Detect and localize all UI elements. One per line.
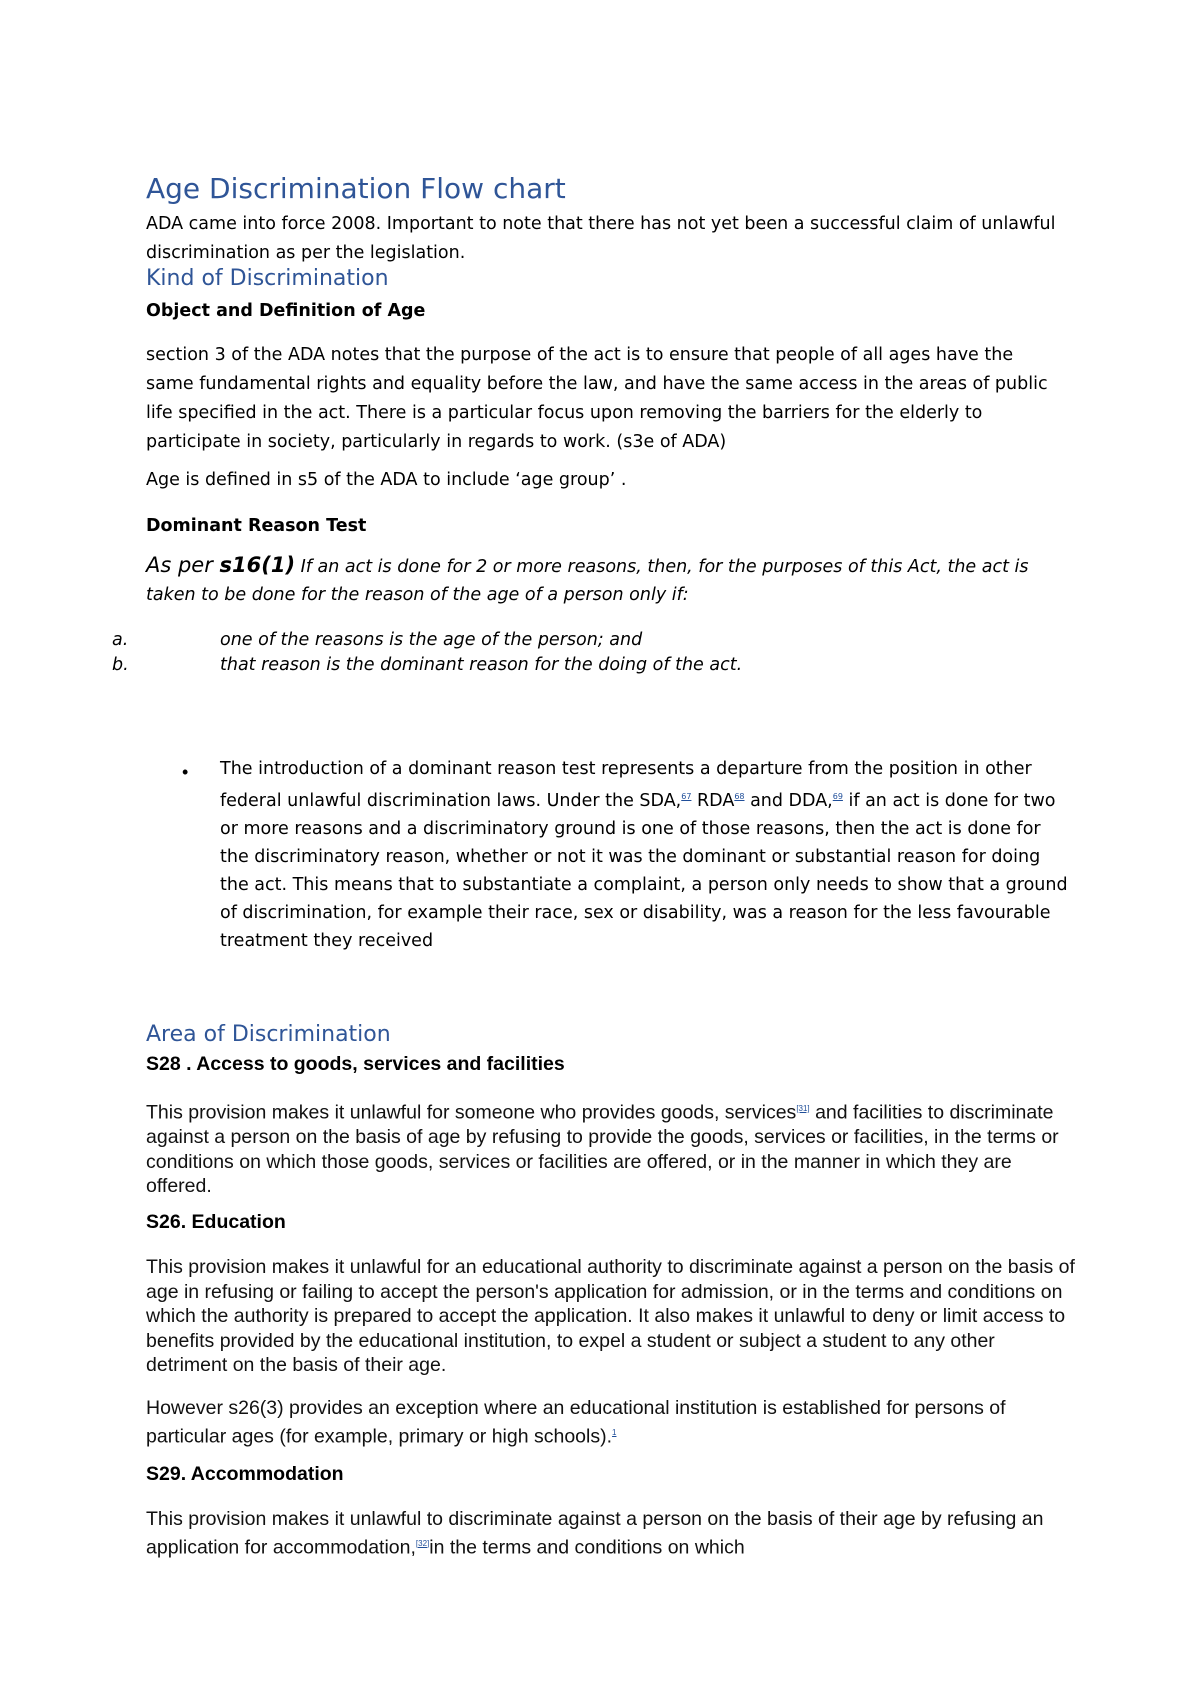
bullet-icon: •	[182, 762, 189, 782]
s26-paragraph: This provision makes it unlawful for an educational authority to discriminate against a person on the basis of age in refusing or failing to accept the person's application for admission, or in the terms and conditions on which the authority is prepared to accept the application. It also makes it unlawful to deny or limit access to benefits provided by the educational institution, to expel a student or subject a student to any other detriment on the basis of their age.	[146, 1256, 1075, 1376]
s16-text: If an act is done for 2 or more reasons, then, for the purposes of this Act, the act is taken to be done for the reason of the age of a person only if:	[146, 557, 1029, 605]
age-defined-paragraph: Age is defined in s5 of the ADA to include ‘age group’ .	[146, 470, 627, 490]
footnote-link[interactable]: 68	[734, 792, 745, 801]
bullet-text: The introduction of a dominant reason test represents a departure from the position in other federal unlawful discrimination laws. Under the SDA,$^{67}$ RDA$^{68}$ and DDA,$^{69}$ if an act is done for two or more reasons and a discriminatory ground is one of those reasons, then the act is done for the discriminatory reason, whether or not it was the dominant or substantial reason for doing the act. This means that to substantiate a complaint, a person only needs to show that a ground of discrimination, for example their race, sex or disability, was a reason for the less favourable treatment they received	[220, 759, 1068, 951]
list-text: that reason is the dominant reason for the doing of the act.	[220, 655, 743, 675]
list-text: one of the reasons is the age of the person; and	[220, 630, 643, 650]
section3-paragraph: section 3 of the ADA notes that the purpose of the act is to ensure that people of all ages have the same fundamental rights and equality before the law, and have the same access in the areas of public life specified in the act. There is a particular focus upon removing the barriers for the elderly to participate in society, particularly in regards to work. (s3e of ADA)	[146, 345, 1048, 452]
s16-citation: s16(1)	[219, 553, 296, 577]
area-of-discrimination-heading: Area of Discrimination	[146, 1022, 391, 1047]
s28-heading: S28 . Access to goods, services and facilities	[146, 1053, 565, 1075]
s16-lead: As per	[146, 553, 220, 577]
kind-of-discrimination-heading: Kind of Discrimination	[146, 266, 389, 291]
s29-heading: S29. Accommodation	[146, 1463, 344, 1485]
page-title: Age Discrimination Flow chart	[146, 172, 566, 205]
list-marker: b.	[112, 655, 129, 675]
s26-heading: S26. Education	[146, 1211, 286, 1233]
footnote-link[interactable]: 67	[681, 792, 692, 801]
footnote-link[interactable]: 69	[832, 792, 843, 801]
intro-paragraph: ADA came into force 2008. Important to note that there has not yet been a successful claim of unlawful discrimination as per the legislation.	[146, 214, 1056, 263]
s28-paragraph: This provision makes it unlawful for someone who provides goods, services[31] and facilities to discriminate against a person on the basis of age by refusing to provide the goods, services or facilities, in the terms or conditions on which those goods, services or facilities are offered, or in the manner in which they are offered.	[146, 1101, 1059, 1197]
dominant-reason-heading: Dominant Reason Test	[146, 516, 367, 536]
s16-paragraph	[146, 551, 1076, 609]
list-marker: a.	[112, 630, 129, 650]
s29-paragraph: This provision makes it unlawful to discriminate against a person on the basis of their age by refusing an application for accommodation,[32]in the terms and conditions on which	[146, 1508, 1044, 1558]
footnote-link[interactable]: [31]	[796, 1104, 810, 1113]
s26-exception-paragraph: However s26(3) provides an exception where an educational institution is established for persons of particular ages (for example, primary or high schools).$^1$	[146, 1397, 1006, 1447]
footnote-link[interactable]: 1	[612, 1427, 617, 1437]
object-definition-heading: Object and Definition of Age	[146, 301, 426, 321]
footnote-link[interactable]: [32]	[415, 1538, 430, 1548]
